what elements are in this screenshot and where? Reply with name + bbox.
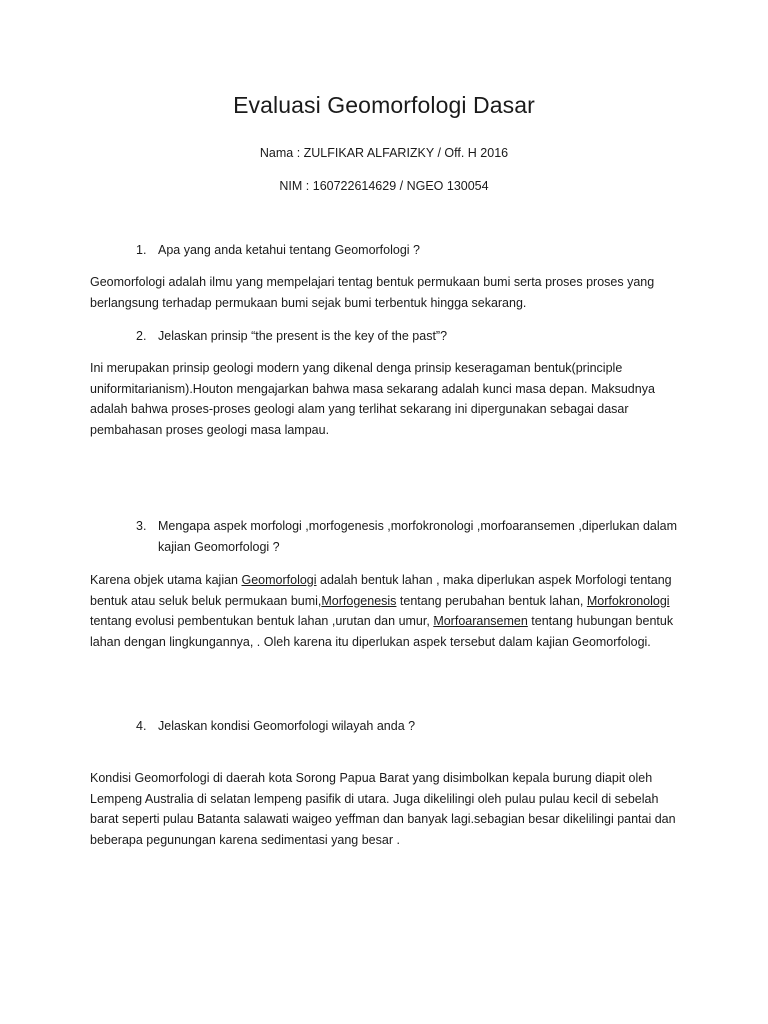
student-nim-line: NIM : 160722614629 / NGEO 130054 [279, 179, 489, 193]
answer-text: Karena objek utama kajian [90, 573, 242, 587]
question-3 [136, 516, 696, 558]
answer-1: Geomorfologi adalah ilmu yang mempelajari tentag bentuk permukaan bumi serta proses proses yang berlangsung terhadap permukaan bumi sejak bumi terbentuk hingga sekarang. [90, 275, 655, 310]
question-1 [136, 240, 696, 261]
answer-3 [90, 570, 680, 652]
question-text: Jelaskan kondisi Geomorfologi wilayah anda ? [158, 719, 416, 733]
question-4 [136, 716, 696, 737]
underlined-term-morfogenesis: Morfogenesis [321, 593, 397, 608]
answer-text: adalah bentuk lahan , maka diperlukan aspek Morfologi tentang bentuk atau seluk beluk permukaan bumi, [90, 573, 672, 608]
question-text: Jelaskan prinsip “the present is the key of the past”? [158, 329, 448, 343]
question-number: 4. [136, 719, 147, 733]
question-number: 3. [136, 519, 147, 533]
question-number: 2. [136, 329, 147, 343]
answer-text: tentang perubahan bentuk lahan, [396, 593, 587, 608]
underlined-term-morfokronologi: Morfokronologi [586, 593, 670, 608]
underlined-term-morfoaransemen: Morfoaransemen [433, 614, 528, 628]
answer-text: tentang evolusi pembentukan bentuk lahan ,urutan dan umur, [90, 614, 434, 628]
answer-2: Ini merupakan prinsip geologi modern yang dikenal denga prinsip keseragaman bentuk(principle uniformitarianism).Houton mengajarkan bahwa masa sekarang adalah kunci masa depan. Maksudnya adalah bahwa proses-proses geologi alam yang terlihat sekarang ini dipergunakan sebagai dasar pembahasan proses geologi masa lampau. [90, 361, 655, 437]
question-text: Mengapa aspek morfologi ,morfogenesis ,morfokronologi ,morfoaransemen ,diperlukan dalam kajian Geomorfologi ? [158, 519, 678, 554]
document-title: Evaluasi Geomorfologi Dasar [233, 92, 535, 118]
question-number: 1. [136, 243, 147, 257]
question-2 [136, 326, 696, 347]
answer-text: tentang hubungan bentuk lahan dengan lingkungannya, . Oleh karena itu diperlukan aspek tersebut dalam kajian Geomorfologi. [90, 614, 674, 649]
question-text: Apa yang anda ketahui tentang Geomorfologi ? [158, 243, 420, 257]
student-name-line: Nama : ZULFIKAR ALFARIZKY / Off. H 2016 [259, 146, 509, 160]
answer-4: Kondisi Geomorfologi di daerah kota Sorong Papua Barat yang disimbolkan kepala burung diapit oleh Lempeng Australia di selatan lempeng pasifik di utara. Juga dikelilingi oleh pulau pulau kecil di sebelah barat seperti pulau Batanta salawati waigeo yeffman dan banyak lagi.sebagian besar dikelilingi pantai dan beberapa pegunungan karena sedimentasi yang besar . [90, 771, 676, 847]
underlined-term-geomorfologi: Geomorfologi [241, 573, 317, 587]
